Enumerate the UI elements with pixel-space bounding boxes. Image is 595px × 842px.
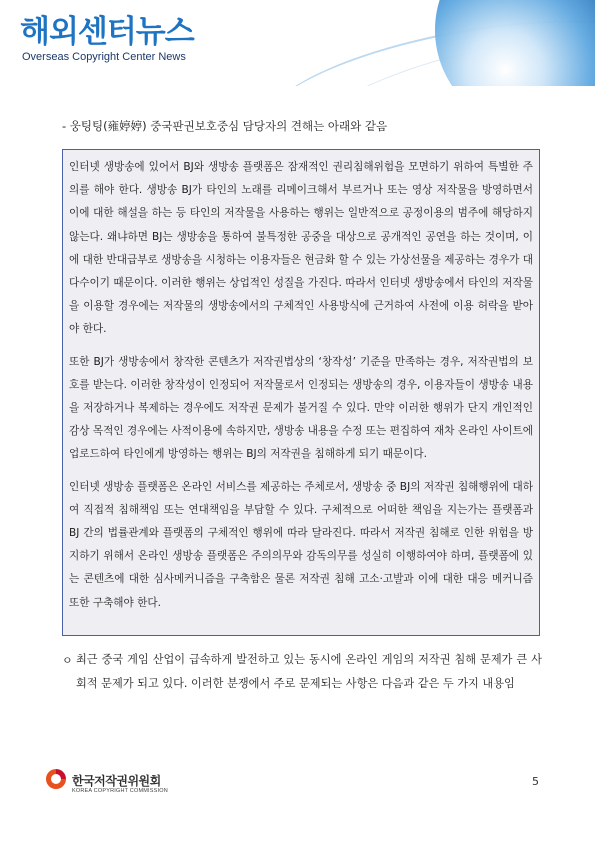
intro-line: - 웅팅팅(雍婷婷) 중국판권보호중심 담당자의 견해는 아래와 같음 [62,119,388,133]
quote-box [62,149,540,636]
bullet-marker: ㅇ [62,654,73,667]
page-header [0,0,595,86]
org-name: 한국저작권위원회 [72,774,161,788]
org-name-en: KOREA COPYRIGHT COMMISSION [72,788,168,794]
commission-logo-icon [45,768,67,790]
bullet-text: 최근 중국 게임 산업이 급속하게 발전하고 있는 동시에 온라인 게임의 저작권 침해 문제가 큰 사회적 문제가 되고 있다. 이러한 분쟁에서 주로 문제되는 사항은 다음과 같은 두 가지 내용임 [76,653,542,690]
quote-paragraph-2: 또한 BJ가 생방송에서 창작한 콘텐츠가 저작권법상의 ‘창작성’ 기준을 만족하는 경우, 저작권법의 보호를 받는다. 이러한 창작성이 인정되어 저작물로서 인정되는 생방송의 경우, 이용자들이 생방송 내용을 저장하거나 복제하는 경우에도 저작권 문제가 불거질 수 있다. 만약 이러한 행위가 단지 개인적인 감상 목적인 경우에는 사적이용에 속하지만, 생방송 내용을 수정 또는 편집하여 재차 온라인 사이트에 업로드하여 타인에게 방영하는 행위는 BJ의 저작권을 침해하게 되기 때문이다. [69,355,533,461]
page-number: 5 [532,775,539,788]
header-title: 해외센터뉴스 [20,14,194,50]
header-subtitle: Overseas Copyright Center News [22,51,186,63]
quote-paragraph-3: 인터넷 생방송 플랫폼은 온라인 서비스를 제공하는 주체로서, 생방송 중 BJ의 저작권 침해행위에 대하여 직접적 침해책임 또는 연대책임을 부담할 수 있다. 구체적으로 어떠한 책임을 지는가는 플랫폼과 BJ 간의 법률관계와 플랫폼의 구체적인 행위에 따라 달라진다. 따라서 저작권 침해로 인한 위험을 방지하기 위해서 온라인 생방송 플랫폼은 주의의무와 감독의무를 성실히 이행하여야 하며, 플랫폼에 있는 콘텐츠에 대한 심사메커니즘을 구축함은 물론 저작권 침해 고소·고발과 이에 대한 대응 메커니즘 또한 구축해야 한다. [69,480,533,609]
bullet-item [62,648,542,696]
quote-paragraph-1: 인터넷 생방송에 있어서 BJ와 생방송 플랫폼은 잠재적인 권리침해위험을 모면하기 위하여 특별한 주의를 해야 한다. 생방송 BJ가 타인의 노래를 리메이크해서 부르거나 또는 영상 저작물을 방영하면서 이에 대한 해설을 하는 등 타인의 저작물을 사용하는 행위는 일반적으로 공정이용의 범주에 해당하지 않는다. 왜냐하면 BJ는 생방송을 통하여 불특정한 공중을 대상으로 공개적인 공연을 하는 것이며, 이에 대한 반대급부로 생방송을 시청하는 이용자들은 현금화 할 수 있는 가상선물을 제공하는 경우가 대다수이기 때문이다. 이러한 행위는 상업적인 성질을 가진다. 따라서 인터넷 생방송에서 타인의 저작물을 이용할 경우에는 저작물의 생방송에서의 구체적인 사용방식에 근거하여 사전에 이용 허락을 받아야 한다. [69,161,533,336]
globe-graphic [435,0,595,86]
